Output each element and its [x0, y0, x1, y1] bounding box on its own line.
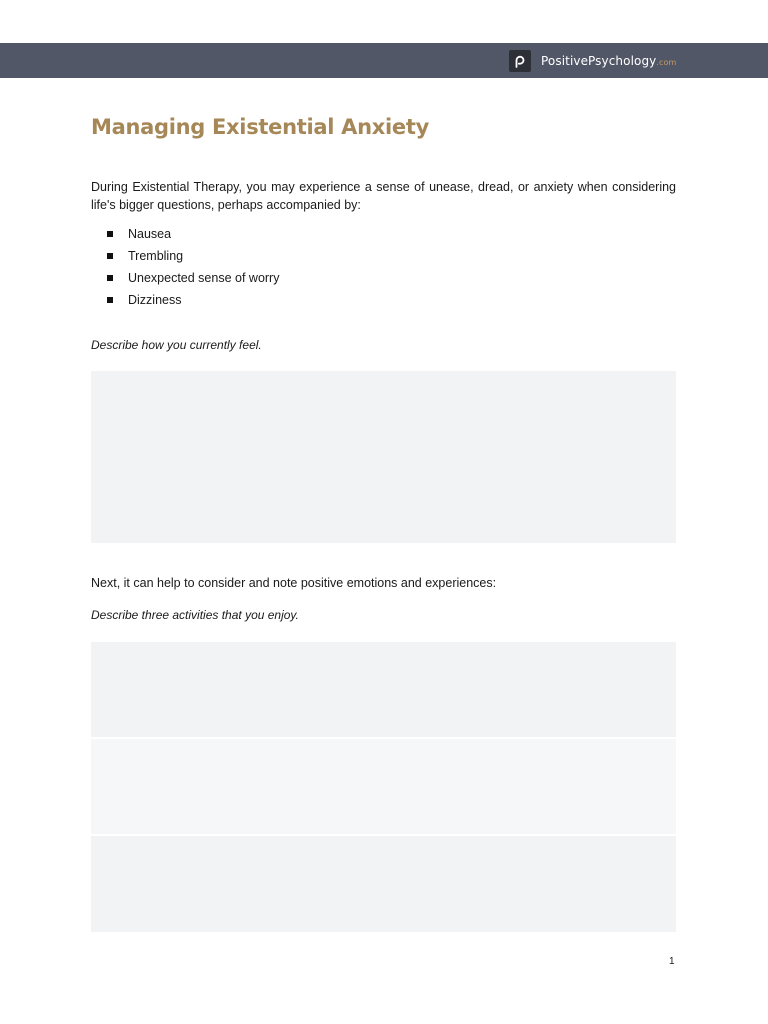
list-item-text: Unexpected sense of worry [128, 271, 280, 285]
brand-suffix: .com [656, 58, 677, 67]
list-item [91, 269, 279, 291]
positive-psychology-logo-icon [509, 50, 531, 72]
activities-prompt: Describe three activities that you enjoy. [91, 608, 299, 622]
feelings-answer-field[interactable] [91, 371, 676, 543]
square-bullet-icon [107, 275, 113, 281]
square-bullet-icon [107, 297, 113, 303]
list-item [91, 291, 279, 313]
list-item [91, 225, 279, 247]
list-item-text: Trembling [128, 249, 184, 263]
intro-paragraph: During Existential Therapy, you may experience a sense of unease, dread, or anxiety when considering life's bigger questions, perhaps accompanied by: [91, 180, 676, 212]
square-bullet-icon [107, 231, 113, 237]
square-bullet-icon [107, 253, 113, 259]
transition-paragraph: Next, it can help to consider and note positive emotions and experiences: [91, 576, 497, 590]
brand-name [541, 54, 676, 68]
list-item-text: Nausea [128, 227, 172, 241]
symptom-list [91, 225, 279, 313]
list-item [91, 247, 279, 269]
activity-answer-field-2[interactable] [91, 739, 676, 834]
page-number: 1 [669, 956, 675, 967]
page-title: Managing Existential Anxiety [91, 115, 429, 139]
header-bar [0, 43, 768, 78]
activity-answer-field-1[interactable] [91, 642, 676, 737]
feelings-prompt: Describe how you currently feel. [91, 338, 262, 352]
brand[interactable] [509, 50, 676, 72]
list-item-text: Dizziness [128, 293, 182, 307]
brand-name-text: PositivePsychology [541, 54, 657, 68]
activity-answer-field-3[interactable] [91, 836, 676, 932]
